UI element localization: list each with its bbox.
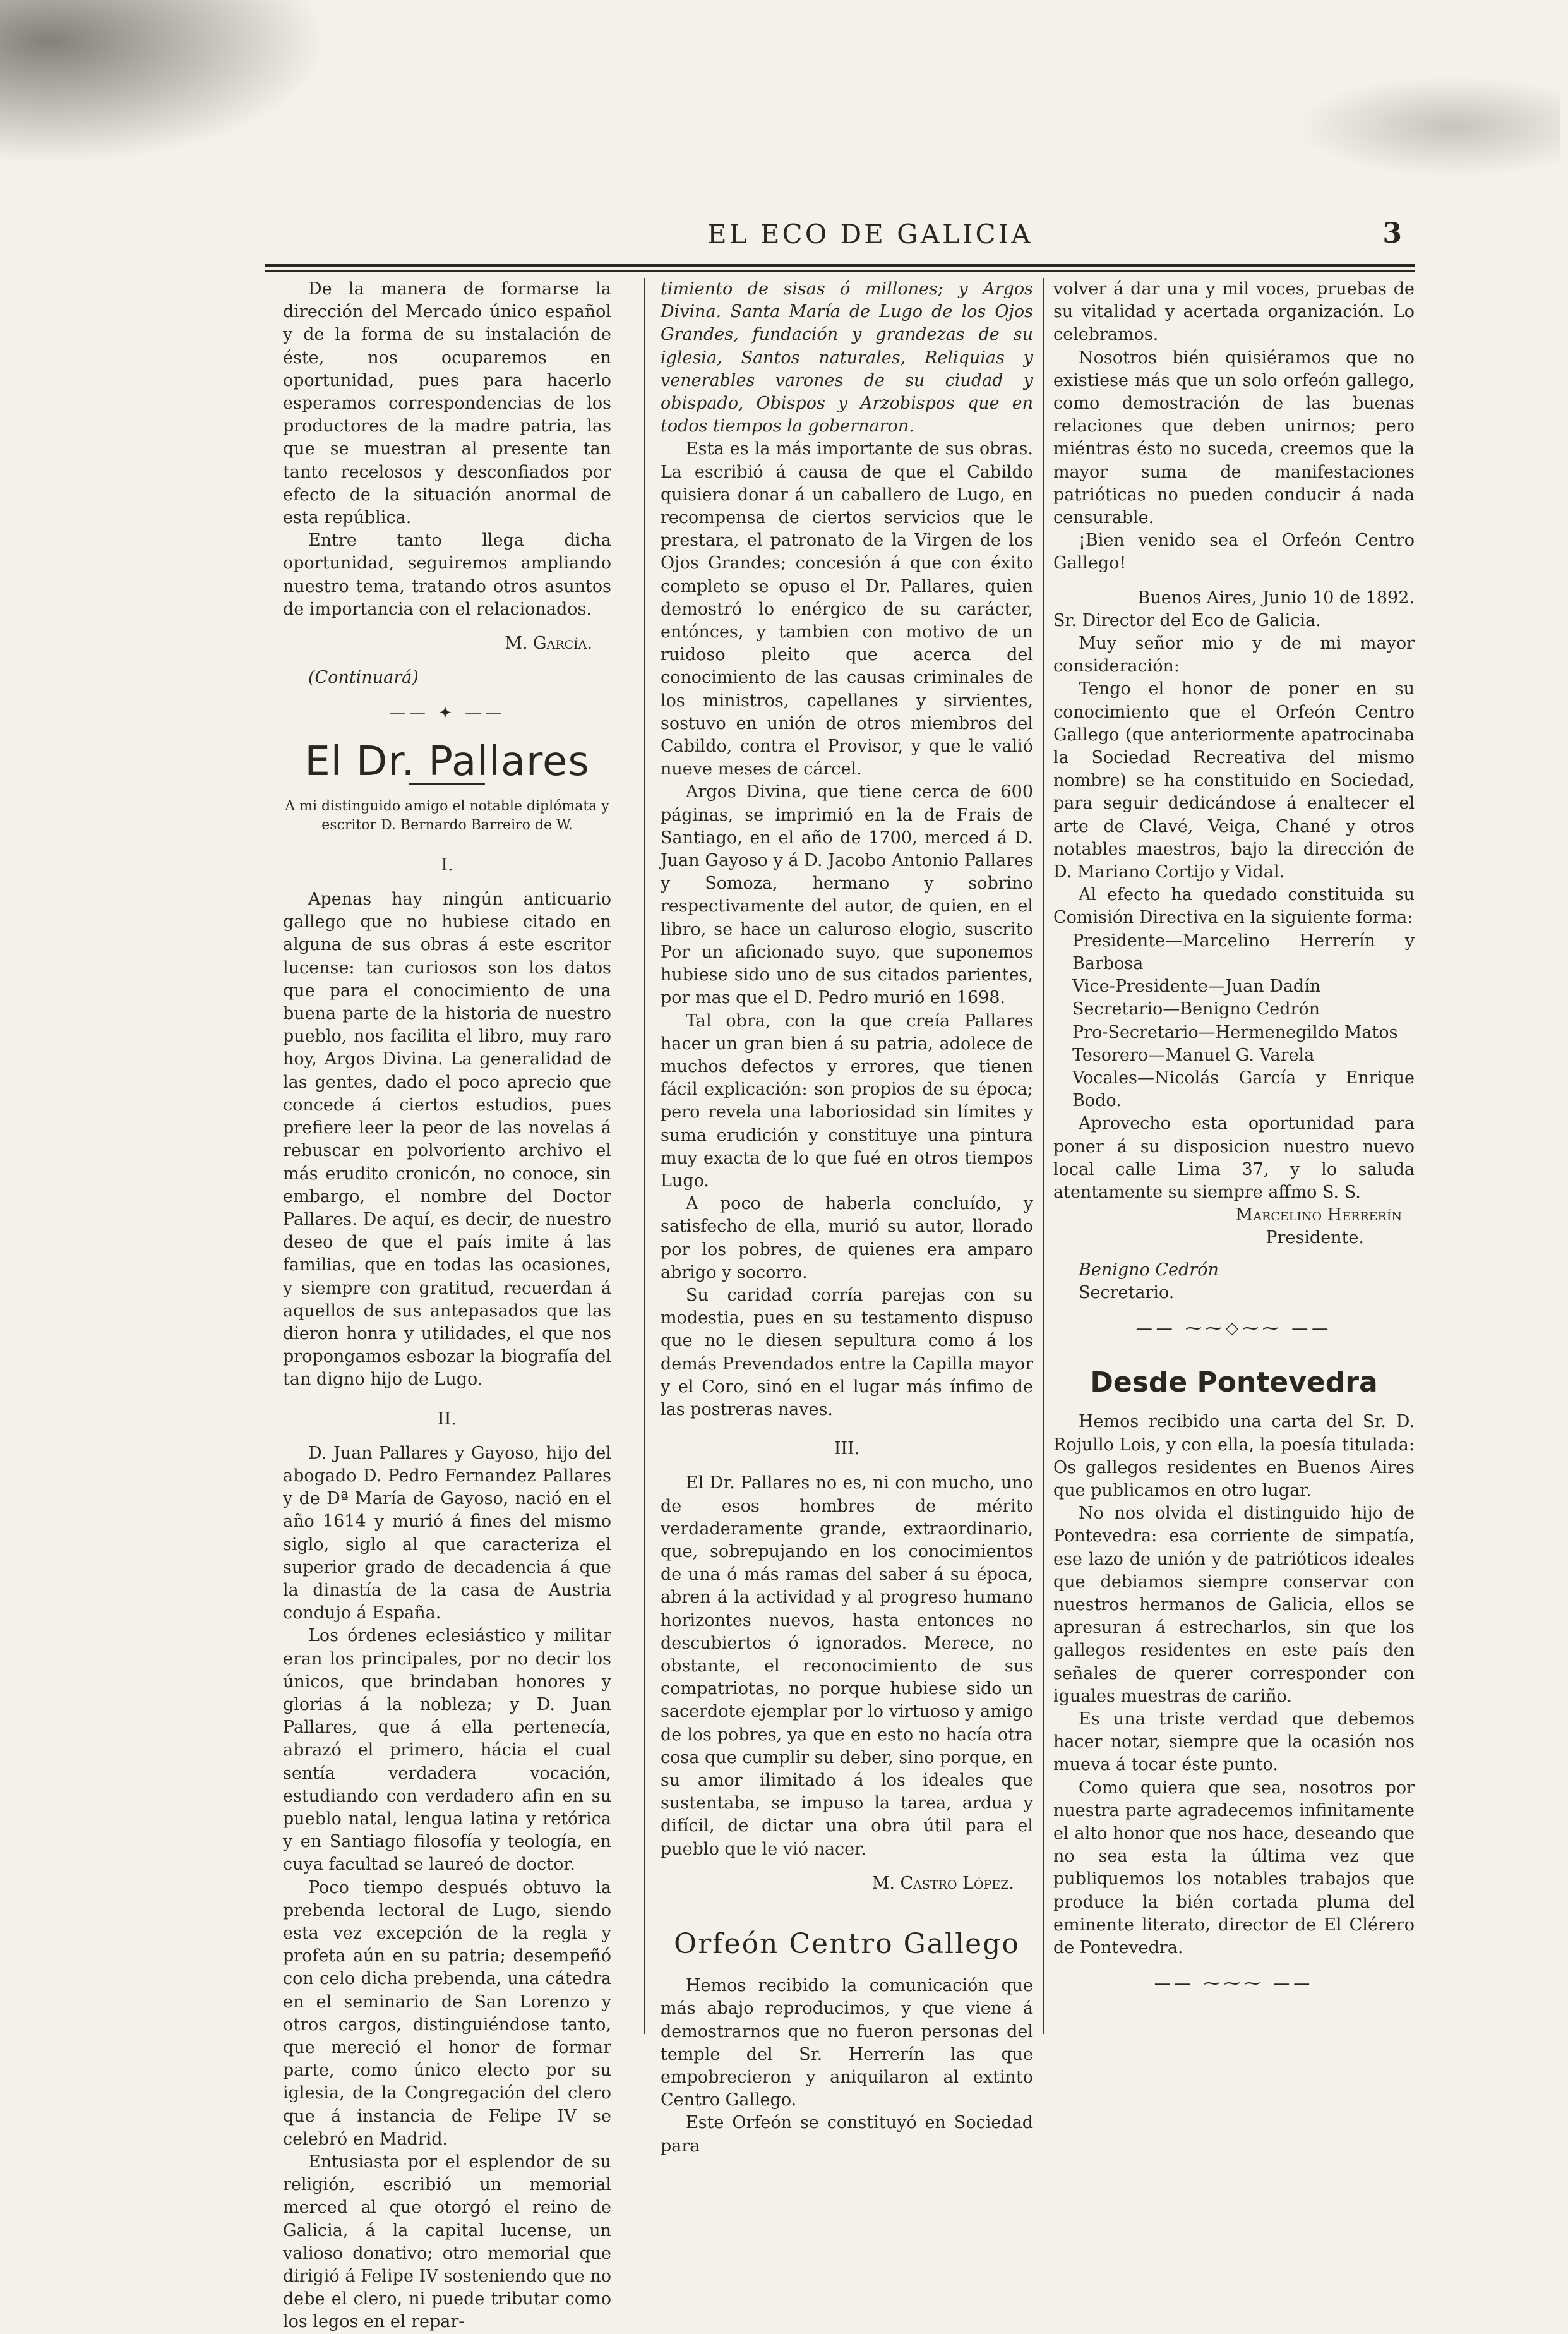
committee-member: Secretario—Benigno Cedrón bbox=[1072, 999, 1320, 1020]
paragraph: Al efecto ha quedado constituida su Comisión Directiva en la siguiente forma: bbox=[1053, 885, 1415, 928]
paragraph: Esta es la más importante de sus obras. La escribió á causa de que el Cabildo quisiera donar á un caballero de Lugo, en recompensa de ciertos servicios que le prestara, el patronato de la Virgen de los Ojos Grandes; concesión á que con éxito completo se opuso el Dr. Pallares, quien demostró lo enérgico de su carácter, entónces, y tambien con motivo de un ruidoso pleito que acerca del conocimiento de las causas criminales de los ministros, capellanes y sirvientes, sostuvo en unión de otros miembros del Cabildo, contra el Provisor, y que le valió nueve meses de cárcel. bbox=[661, 439, 1033, 779]
paragraph: No nos olvida el distinguido hijo de Pontevedra: esa corriente de simpatía, ese lazo de unión y de patrióticos ideales que debiamos siempre conservar con nuestros hermanos de Galicia, ellos se apresuran á estrecharlos, sin que los gallegos residentes en este país den señales de querer corresponder con iguales muestras de cariño. bbox=[1053, 1503, 1415, 1706]
signature: M. Castro López. bbox=[871, 1873, 1014, 1893]
letter-greeting: Muy señor mio y de mi mayor consideración: bbox=[1053, 634, 1415, 677]
signature: M. García. bbox=[505, 634, 592, 654]
paragraph: ¡Bien venido sea el Orfeón Centro Gallego! bbox=[1053, 531, 1415, 574]
article-headline: Desde Pontevedra bbox=[1090, 1366, 1378, 1399]
secretary-title: Secretario. bbox=[1079, 1282, 1175, 1302]
committee-member: Tesorero—Manuel G. Varela bbox=[1072, 1045, 1315, 1065]
masthead bbox=[265, 215, 1415, 259]
paragraph: A poco de haberla concluído, y satisfecho de ella, murió su autor, llorado por los pobres, de quienes era amparo abrigo y socorro. bbox=[661, 1194, 1033, 1282]
paragraph: Los órdenes eclesiástico y militar eran los principales, por no decir los únicos, que brindaban honores y glorias á la nobleza; y D. Juan Pallares, que á ella pertenecía, abrazó el primero, hácia el cual sentía verdadera vocación, estudiando con verdadero afin en su pueblo natal, lengua latina y retórica y en Santiago filosofía y teología, en cuya facultad se laureó de doctor. bbox=[283, 1626, 611, 1875]
letter-date: Buenos Aires, Junio 10 de 1892. bbox=[1137, 587, 1415, 608]
ornament: —— ⁓⁓⁓ —— bbox=[1154, 1974, 1314, 1994]
paragraph: Aprovecho esta oportunidad para poner á su disposicion nuestro nuevo local calle Lima 37, y lo saluda atentamente su siempre affmo S. S. bbox=[1053, 1114, 1415, 1202]
secretary-name: Benigno Cedrón bbox=[1079, 1260, 1219, 1280]
paragraph: Argos Divina, que tiene cerca de 600 páginas, se imprimió en la de Frais de Santiago, en el año de 1700, merced á D. Juan Gayoso y á D. Jacobo Antonio Pallares y Somoza, hermano y sobrino respectivamente del autor, de quien, en el libro, se hace un caluroso elogio, suscrito Por un aficionado suyo, que suponemos hubiese sido uno de sus citados parientes, por mas que el D. Pedro murió en 1698. bbox=[661, 782, 1033, 1008]
committee-member: Vice-Presidente—Juan Dadín bbox=[1072, 977, 1321, 997]
newspaper-title: EL ECO DE GALICIA bbox=[707, 219, 1033, 250]
paragraph: Apenas hay ningún anticuario gallego que no hubiese citado en alguna de sus obras á este escritor lucense: tan curiosos son los datos que para el conocimiento de una buena parte de la historia de nuestro pueblo, nos facilita el libro, muy raro hoy, Argos Divina. La generalidad de las gentes, dado el poco aprecio que concede á ciertos estudios, pues prefiere leer la peor de las novelas á rebuscar en polvoriento archivo el más erudito cronicón, no conoce, sin embargo, el nombre del Doctor Pallares. De aquí, es decir, de nuestro deseo de que el país imite á las familias, que en todas las ocasiones, y siempre con gratitud, recuerdan á aquellos de sus antepasados que las dieron honra y utilidades, el que nos propongamos esbozar la biografía del tan digno hijo de Lugo. bbox=[283, 889, 611, 1390]
paragraph: volver á dar una y mil voces, pruebas de su vitalidad y acertada organización. Lo celebramos. bbox=[1053, 279, 1415, 345]
paragraph: Tengo el honor de poner en su conocimiento que el Orfeón Centro Gallego (que anteriormente apatrocinaba la Sociedad Recreativa del mismo nombre) se ha constituido en Sociedad, para seguir dedicándose á enaltecer el arte de Clavé, Veiga, Chané y otros notables maestros, bajo la dirección de D. Mariano Cortijo y Vidal. bbox=[1053, 679, 1415, 882]
paragraph: Este Orfeón se constituyó en Sociedad para bbox=[661, 2113, 1033, 2156]
paragraph: Entre tanto llega dicha oportunidad, seguiremos ampliando nuestro tema, tratando otros asuntos de importancia con el relacionados. bbox=[283, 531, 611, 619]
paragraph: Su caridad corría parejas con su modestia, pues en su testamento dispuso que no le diesen sepultura como á los demás Prevendados entre la Capilla mayor y el Coro, sinó en el lugar más ínfimo de las postreras naves. bbox=[661, 1285, 1033, 1419]
continuation-note: (Continuará) bbox=[308, 668, 419, 688]
column-divider bbox=[644, 278, 645, 2034]
letter-address: Sr. Director del Eco de Galicia. bbox=[1053, 610, 1321, 630]
column-middle bbox=[661, 278, 1033, 2158]
scan-smudge bbox=[1295, 76, 1560, 177]
committee-member: Presidente—Marcelino Herrerín y Barbosa bbox=[1072, 930, 1415, 973]
column-divider bbox=[1043, 278, 1044, 2034]
article-headline: El Dr. Pallares bbox=[304, 738, 590, 785]
dedication: A mi distinguido amigo el notable diplómata y escritor D. Bernardo Barreiro de W. bbox=[285, 798, 609, 833]
paragraph: timiento de sisas ó millones; y Argos Divina. Santa María de Lugo de los Ojos Grandes, fundación y grandezas de su iglesia, Santos naturales, Reliquias y venerables varones de su ciudad y obispado, Obispos y Arzobispos que en todos tiempos la gobernaron. bbox=[661, 279, 1033, 436]
ornament: —— ⁓⁓◇⁓⁓ —— bbox=[1135, 1318, 1332, 1338]
paragraph: Entusiasta por el esplendor de su religión, escribió un memorial merced al que otorgó el reino de Galicia, á la capital lucense, un valioso donativo; otro memorial que dirigió á Felipe IV sosteniendo que no debe el clero, ni puede tributar como los legos en el repar- bbox=[283, 2152, 611, 2332]
paragraph: D. Juan Pallares y Gayoso, hijo del abogado D. Pedro Fernandez Pallares y de Dª María de Gayoso, nació en el año 1614 y murió á fines del mismo siglo, siglo al que caracteriza el superior grado de decadencia á que la dinastía de la casa de Austria condujo á España. bbox=[283, 1443, 611, 1623]
ornament: —— ✦ —— bbox=[388, 704, 506, 723]
column-left bbox=[283, 278, 611, 2334]
committee-member: Vocales—Nicolás García y Enrique Bodo. bbox=[1072, 1068, 1415, 1111]
paragraph: Poco tiempo después obtuvo la prebenda lectoral de Lugo, siendo esta vez excepción de la regla y profeta aún en su patria; desempeñó con celo dicha prebenda, una cátedra en el seminario de San Lorenzo y otros cargos, distinguiéndose tanto, que mereció el honor de formar parte, como único electo por su iglesia, de la Congregación del clero que á instancia de Felipe IV se celebró en Madrid. bbox=[283, 1877, 611, 2149]
paragraph: Tal obra, con la que creía Pallares hacer un gran bien á su patria, adolece de muchos defectos y errores, que tienen fácil explicación: son propios de su época; pero revela una laboriosidad sin límites y suma erudición y constituye una pintura muy exacta de lo que fué en otros tiempos Lugo. bbox=[661, 1011, 1033, 1191]
scan-smudge bbox=[0, 0, 328, 164]
article-headline: Orfeón Centro Gallego bbox=[674, 1928, 1020, 1961]
page-number: 3 bbox=[1382, 217, 1402, 250]
paragraph: Hemos recibido una carta del Sr. D. Rojullo Lois, y con ella, la poesía titulada: Os gallegos residentes en Buenos Aires que publicamos en otro lugar. bbox=[1053, 1412, 1415, 1500]
column-right bbox=[1053, 278, 1415, 2007]
paragraph: Nosotros bién quisiéramos que no existiese más que un solo orfeón gallego, como demostración de las buenas relaciones que deben unirnos; pero miéntras ésto no suceda, creemos que la mayor suma de manifestaciones patrióticas no pueden conducir á nada censurable. bbox=[1053, 347, 1415, 528]
paragraph: El Dr. Pallares no es, ni con mucho, uno de esos hombres de mérito verdaderamente grande, extraordinario, que, sobrepujando en los conocimientos de una ó más ramas del saber á su época, abren á la actividad y al progreso humano horizontes nuevos, hasta entonces no descubiertos ó ignorados. Merece, no obstante, el reconocimiento de sus compatriotas, no porque hubiese sido un sacerdote ejemplar por lo virtuoso y amigo de los pobres, ya que en esto no hacía otra cosa que cumplir su deber, sino porque, en su amor ilimitado á los ideales que sustentaba, se impuso la tarea, ardua y difícil, de dictar una obra útil para el pueblo que le vió nacer. bbox=[661, 1473, 1033, 1859]
paragraph: Hemos recibido la comunicación que más abajo reproducimos, y que viene á demostrarnos que no fueron personas del temple del Sr. Herrerín las que empobrecieron y aniquilaron al extinto Centro Gallego. bbox=[661, 1976, 1033, 2110]
paragraph: Como quiera que sea, nosotros por nuestra parte agradecemos infinitamente el alto honor que nos hace, deseando que no sea esta la última vez que publiquemos los notables trabajos que produce la bién cortada pluma del eminente literato, director de El Clérero de Pontevedra. bbox=[1053, 1778, 1415, 1958]
paragraph: Es una triste verdad que debemos hacer notar, siempre que la ocasión nos mueva á tocar éste punto. bbox=[1053, 1709, 1415, 1775]
section-number: I. bbox=[441, 855, 453, 875]
section-number: III. bbox=[834, 1439, 860, 1459]
section-number: II. bbox=[438, 1409, 457, 1429]
signature-name: Marcelino Herrerín bbox=[1235, 1205, 1402, 1225]
signature-title: Presidente. bbox=[1266, 1228, 1364, 1248]
committee-member: Pro-Secretario—Hermenegildo Matos bbox=[1072, 1022, 1398, 1042]
header-rule bbox=[265, 264, 1415, 272]
paragraph: De la manera de formarse la dirección del Mercado único español y de la forma de su instalación de éste, nos ocuparemos en oportunidad, pues para hacerlo esperamos correspondencias de los productores de la madre patria, las que se muestran al presente tan tanto recelosos y desconfiados por efecto de la situación anormal de esta república. bbox=[283, 279, 611, 528]
